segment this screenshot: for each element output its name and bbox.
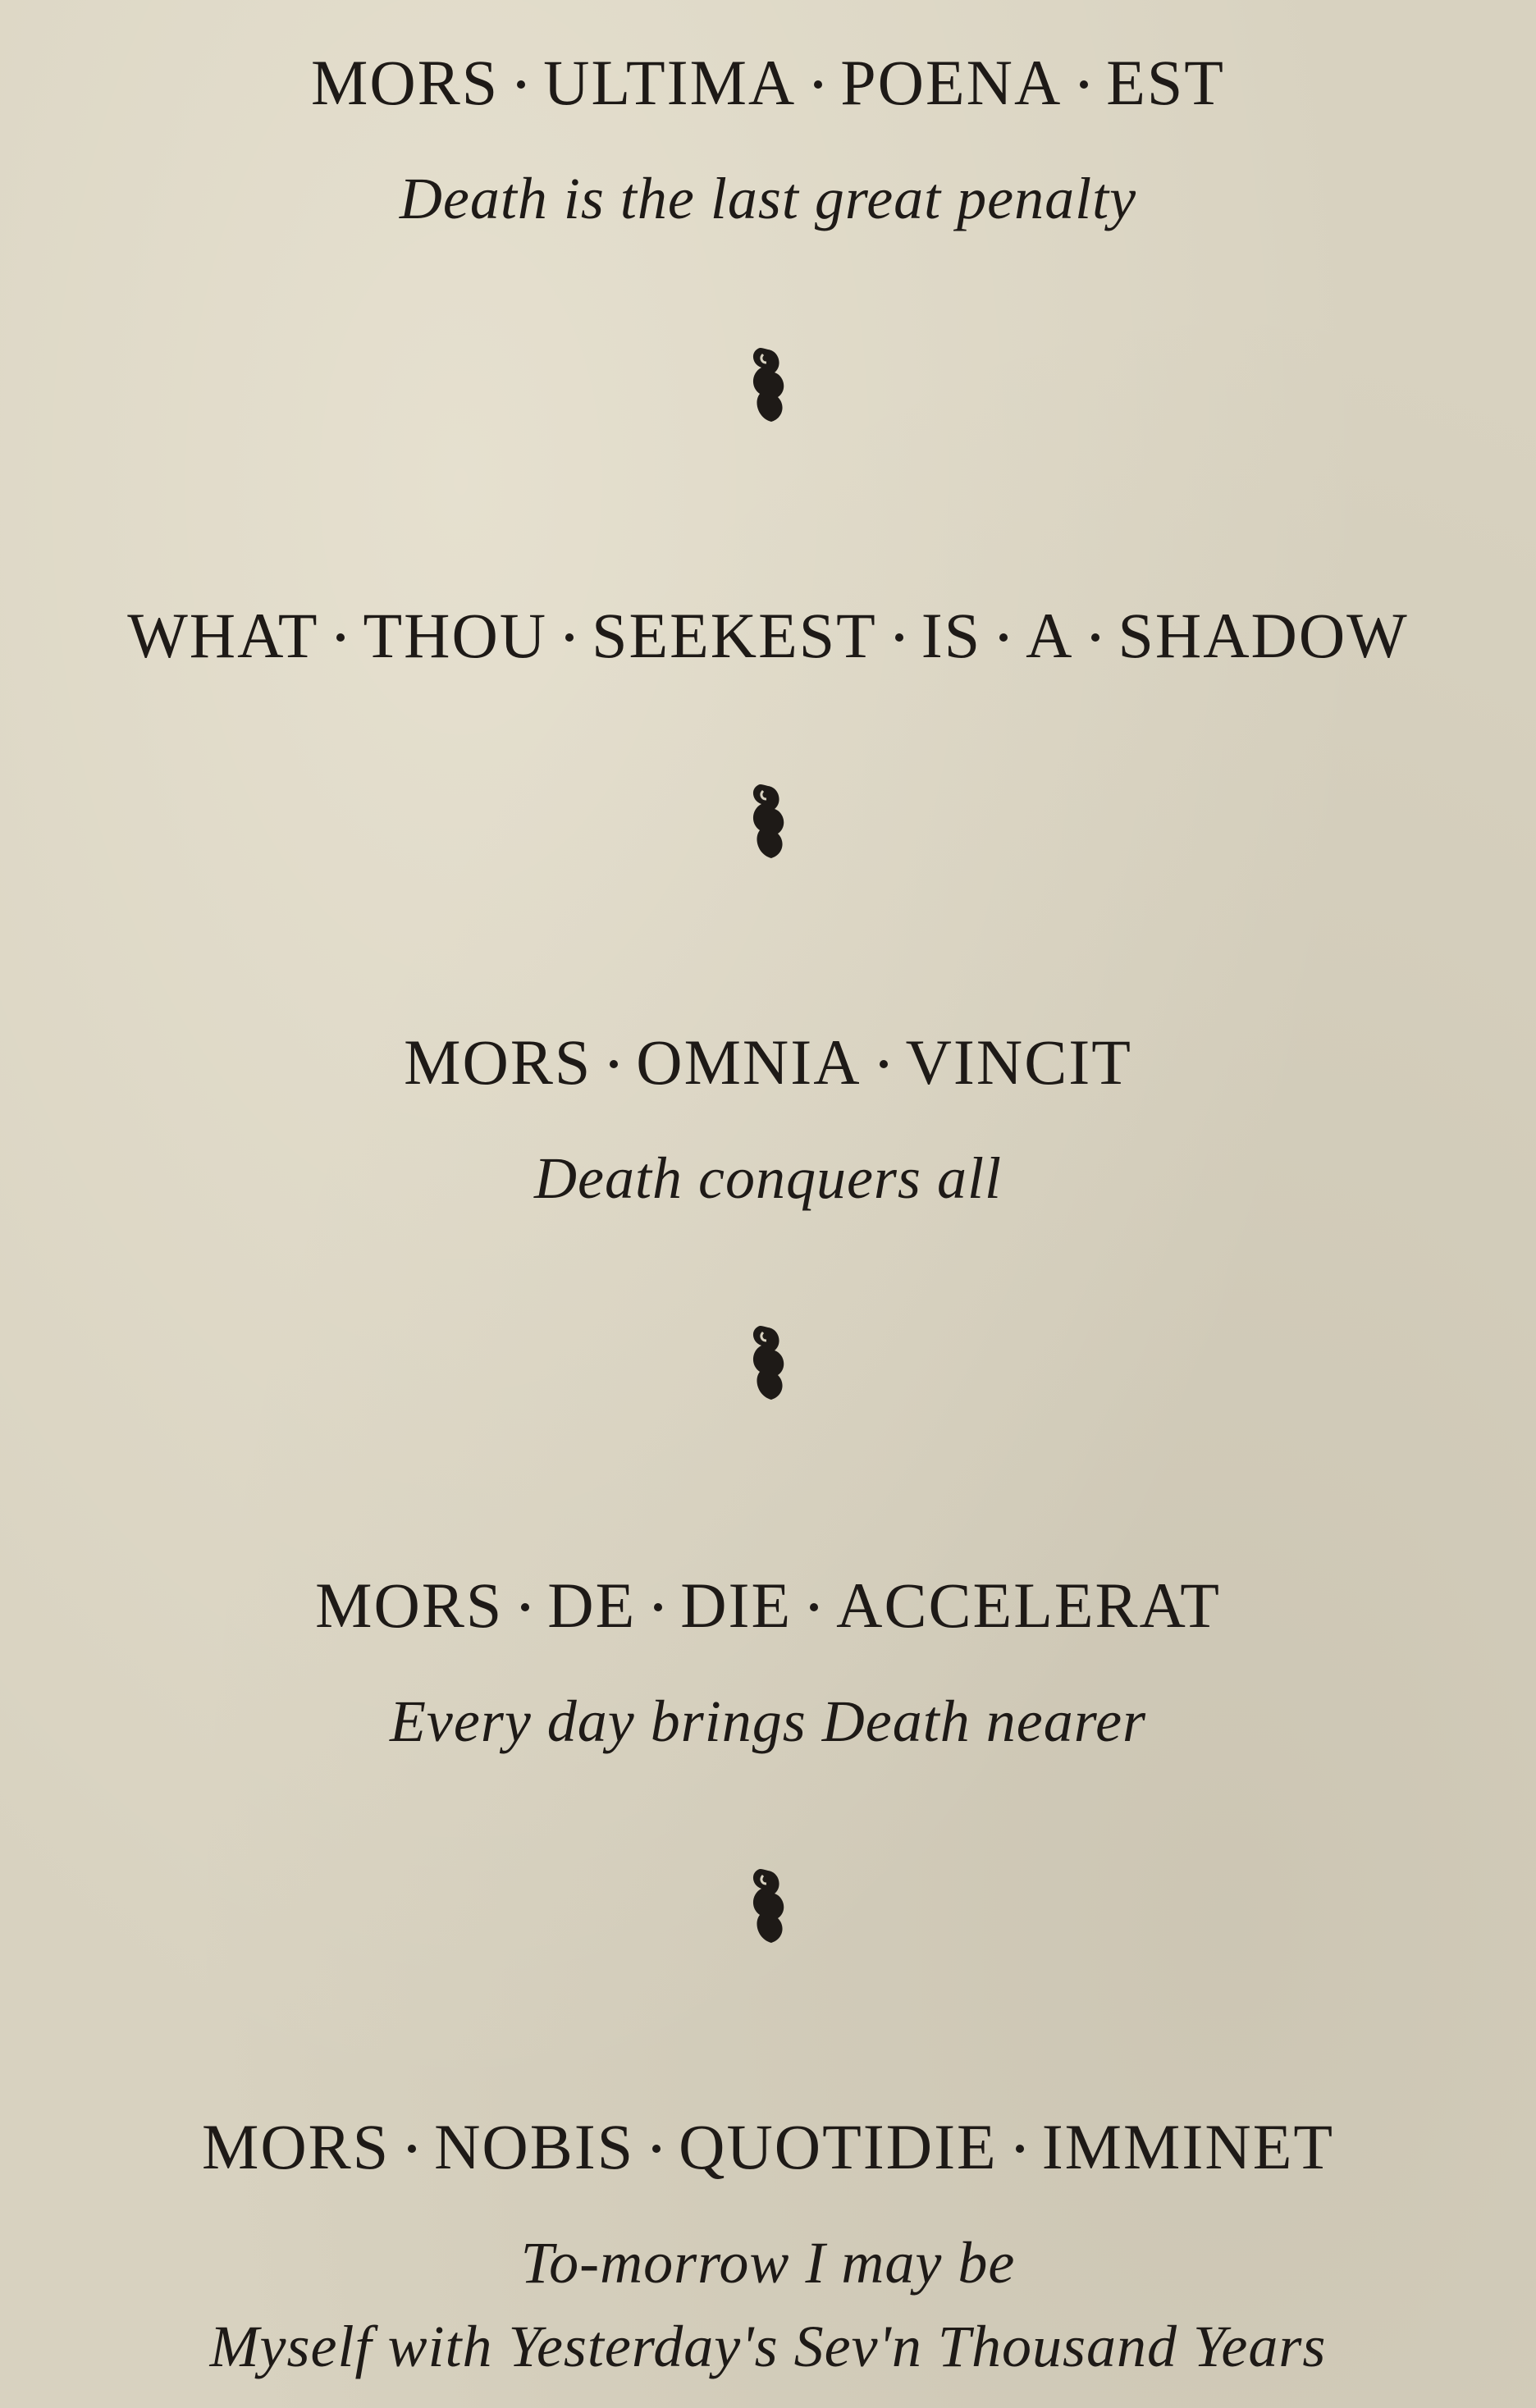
interpunct-icon xyxy=(654,1603,662,1611)
motto-word: SHADOW xyxy=(1118,600,1409,671)
motto-word: MORS xyxy=(404,1026,592,1098)
section-ornament-icon xyxy=(735,340,801,430)
motto-1-translation: Death is the last great penalty xyxy=(399,166,1137,231)
interpunct-icon xyxy=(408,2145,416,2153)
motto-word: IS xyxy=(921,600,982,671)
section-ornament-icon xyxy=(735,776,801,866)
interpunct-icon xyxy=(810,1603,818,1611)
interpunct-icon xyxy=(652,2145,661,2153)
motto-5-translation-line-2: Myself with Yesterday's Sev'n Thousand Years xyxy=(209,2314,1327,2379)
interpunct-icon xyxy=(336,633,345,642)
motto-word: ACCELERAT xyxy=(836,1570,1221,1641)
interpunct-icon xyxy=(895,633,903,642)
interpunct-icon xyxy=(880,1060,888,1068)
motto-word: THOU xyxy=(363,600,548,671)
motto-word: ULTIMA xyxy=(543,47,797,118)
interpunct-icon xyxy=(517,80,525,89)
motto-word: OMNIA xyxy=(636,1026,862,1098)
section-ornament-icon xyxy=(735,1318,801,1408)
interpunct-icon xyxy=(999,633,1008,642)
interpunct-icon xyxy=(1016,2145,1024,2153)
motto-word: POENA xyxy=(840,47,1063,118)
motto-5-latin xyxy=(0,2111,1536,2182)
motto-4-translation: Every day brings Death nearer xyxy=(389,1688,1147,1754)
interpunct-icon xyxy=(610,1060,618,1068)
interpunct-icon xyxy=(814,80,822,89)
motto-word: WHAT xyxy=(127,600,319,671)
motto-word: EST xyxy=(1106,47,1225,118)
motto-3-latin xyxy=(0,1026,1536,1098)
motto-word: MORS xyxy=(315,1570,504,1641)
motto-word: DE xyxy=(547,1570,637,1641)
interpunct-icon xyxy=(1091,633,1099,642)
motto-4-latin xyxy=(0,1570,1536,1641)
interpunct-icon xyxy=(521,1603,529,1611)
motto-word: DIE xyxy=(680,1570,793,1641)
section-ornament-icon xyxy=(735,1861,801,1951)
motto-3-translation: Death conquers all xyxy=(534,1145,1002,1211)
motto-1-latin xyxy=(0,47,1536,118)
interpunct-icon xyxy=(1080,80,1088,89)
motto-word: MORS xyxy=(202,2111,391,2182)
motto-word: NOBIS xyxy=(434,2111,635,2182)
motto-word: QUOTIDIE xyxy=(679,2111,998,2182)
motto-word: A xyxy=(1026,600,1074,671)
motto-word: MORS xyxy=(311,47,500,118)
motto-2-text xyxy=(0,600,1536,671)
motto-5-translation-line-1: To-morrow I may be xyxy=(520,2230,1016,2296)
motto-word: SEEKEST xyxy=(592,600,877,671)
motto-word: IMMINET xyxy=(1041,2111,1334,2182)
interpunct-icon xyxy=(565,633,574,642)
motto-word: VINCIT xyxy=(905,1026,1132,1098)
